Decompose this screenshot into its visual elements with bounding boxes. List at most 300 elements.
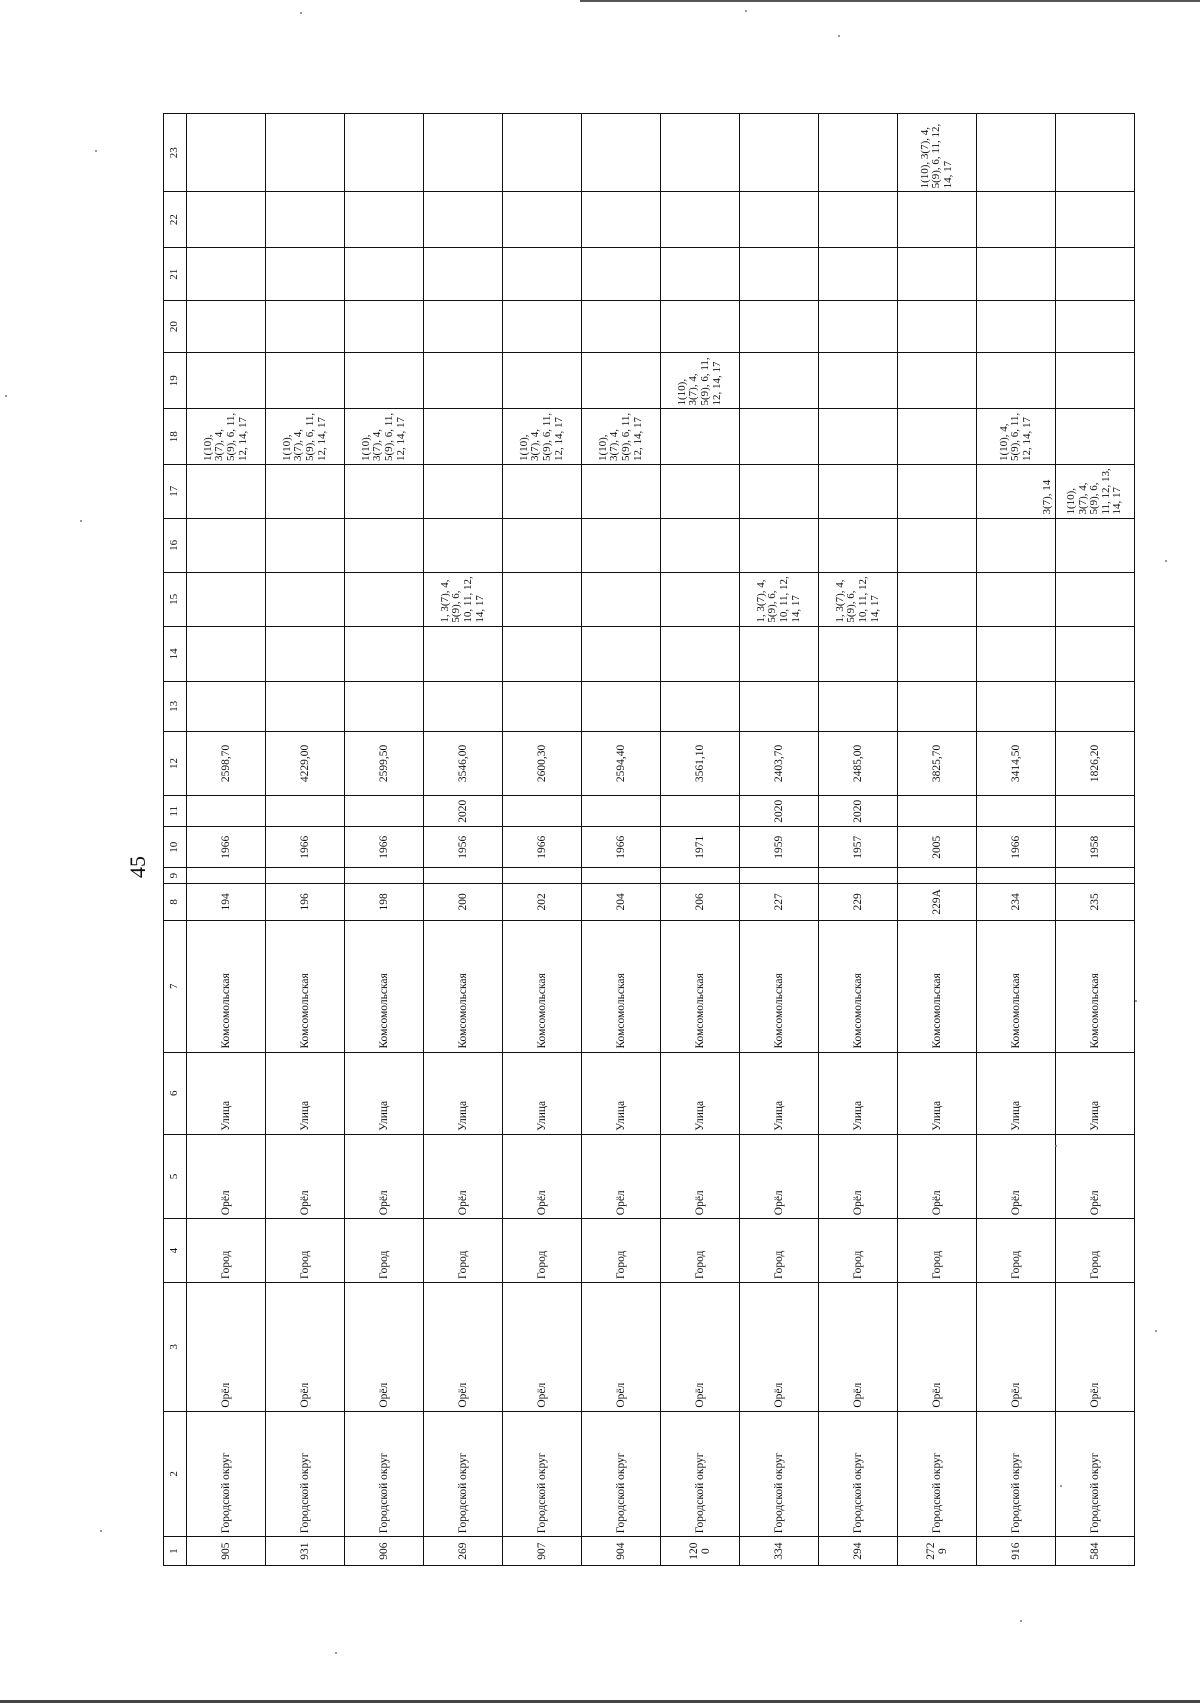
city-cell: Орёл bbox=[503, 1283, 582, 1412]
col23-notes-cell bbox=[266, 114, 345, 192]
settlement-name-cell: Орёл bbox=[187, 1134, 266, 1218]
column-header-2: 2 bbox=[164, 1411, 187, 1537]
street-type-cell: Улица bbox=[424, 1052, 503, 1134]
okrug-cell: Городской округ bbox=[345, 1411, 424, 1537]
column-header-20: 20 bbox=[164, 301, 187, 352]
street-name-cell: Комсомольская bbox=[424, 920, 503, 1052]
col21-notes-cell bbox=[424, 247, 503, 301]
col17-notes-cell bbox=[503, 465, 582, 519]
col13-cell bbox=[345, 682, 424, 731]
column-header-11: 11 bbox=[164, 796, 187, 827]
col17-notes-cell: 3(7), 14 bbox=[977, 465, 1056, 519]
area-cell: 3414,50 bbox=[977, 731, 1056, 796]
col14-cell bbox=[424, 626, 503, 682]
settlement-type-cell: Город bbox=[819, 1219, 898, 1283]
build-year-cell: 1956 bbox=[424, 827, 503, 868]
col20-notes-cell bbox=[898, 301, 977, 352]
col23-notes-cell bbox=[345, 114, 424, 192]
column-header-9: 9 bbox=[164, 868, 187, 883]
col20-notes-cell bbox=[977, 301, 1056, 352]
col16-notes-cell bbox=[424, 518, 503, 573]
col13-cell bbox=[819, 682, 898, 731]
build-year-cell: 1959 bbox=[740, 827, 819, 868]
street-name-cell: Комсомольская bbox=[187, 920, 266, 1052]
build-year-cell: 1966 bbox=[977, 827, 1056, 868]
col16-notes-cell bbox=[977, 518, 1056, 573]
col19-notes-cell bbox=[582, 352, 661, 409]
register-table-container bbox=[163, 113, 1124, 1566]
area-cell: 2598,70 bbox=[187, 731, 266, 796]
street-name-cell: Комсомольская bbox=[266, 920, 345, 1052]
table-row bbox=[266, 114, 345, 1566]
col19-notes-cell bbox=[1056, 352, 1135, 409]
col15-notes-cell bbox=[661, 573, 740, 627]
scan-speck bbox=[1165, 560, 1167, 562]
settlement-name-cell: Орёл bbox=[266, 1134, 345, 1218]
scan-speck bbox=[1135, 1000, 1137, 1002]
col19-notes-cell bbox=[819, 352, 898, 409]
area-cell: 3561,10 bbox=[661, 731, 740, 796]
col9-cell bbox=[582, 868, 661, 883]
scan-edge-line-top bbox=[580, 0, 1200, 2]
col14-cell bbox=[345, 626, 424, 682]
street-name-cell: Комсомольская bbox=[503, 920, 582, 1052]
col22-notes-cell bbox=[424, 192, 503, 248]
col17-notes-cell bbox=[898, 465, 977, 519]
city-cell: Орёл bbox=[1056, 1283, 1135, 1412]
street-type-cell: Улица bbox=[661, 1052, 740, 1134]
col22-notes-cell bbox=[1056, 192, 1135, 248]
col22-notes-cell bbox=[582, 192, 661, 248]
repair-year-cell bbox=[898, 796, 977, 827]
street-name-cell: Комсомольская bbox=[1056, 920, 1135, 1052]
record-number: 294 bbox=[819, 1537, 898, 1566]
col15-notes-cell bbox=[898, 573, 977, 627]
col21-notes-cell bbox=[977, 247, 1056, 301]
area-cell: 3825,70 bbox=[898, 731, 977, 796]
col15-notes-cell bbox=[187, 573, 266, 627]
record-number: 1200 bbox=[661, 1537, 740, 1566]
table-row bbox=[424, 114, 503, 1566]
col23-notes-cell: 1(10), 3(7), 4, 5(9), 6, 11, 12, 14, 17 bbox=[898, 114, 977, 192]
column-header-21: 21 bbox=[164, 247, 187, 301]
scan-speck bbox=[95, 150, 97, 152]
col17-notes-cell bbox=[661, 465, 740, 519]
okrug-cell: Городской округ bbox=[740, 1411, 819, 1537]
col17-notes-cell bbox=[424, 465, 503, 519]
column-header-18: 18 bbox=[164, 409, 187, 465]
col23-notes-cell bbox=[977, 114, 1056, 192]
house-number-cell: 194 bbox=[187, 883, 266, 920]
col13-cell bbox=[187, 682, 266, 731]
col23-notes-cell bbox=[740, 114, 819, 192]
repair-year-cell: 2020 bbox=[819, 796, 898, 827]
col20-notes-cell bbox=[424, 301, 503, 352]
house-number-cell: 206 bbox=[661, 883, 740, 920]
record-number: 584 bbox=[1056, 1537, 1135, 1566]
col18-notes-cell: 1(10), 3(7), 4, 5(9), 6, 11, 12, 14, 17 bbox=[345, 409, 424, 465]
col15-notes-cell bbox=[345, 573, 424, 627]
street-name-cell: Комсомольская bbox=[819, 920, 898, 1052]
col9-cell bbox=[898, 868, 977, 883]
okrug-cell: Городской округ bbox=[661, 1411, 740, 1537]
col17-notes-cell: 1(10), 3(7), 4, 5(9), 6, 11, 12, 13, 14, 17 bbox=[1056, 465, 1135, 519]
col20-notes-cell bbox=[1056, 301, 1135, 352]
scan-edge-line-bottom bbox=[0, 1700, 1200, 1703]
col14-cell bbox=[661, 626, 740, 682]
city-cell: Орёл bbox=[266, 1283, 345, 1412]
col16-notes-cell bbox=[345, 518, 424, 573]
scan-speck bbox=[838, 35, 840, 37]
col19-notes-cell: 1(10), 3(7), 4, 5(9), 6, 11, 12, 14, 17 bbox=[661, 352, 740, 409]
col21-notes-cell bbox=[898, 247, 977, 301]
table-row bbox=[503, 114, 582, 1566]
city-cell: Орёл bbox=[661, 1283, 740, 1412]
col15-notes-cell bbox=[503, 573, 582, 627]
column-header-5: 5 bbox=[164, 1134, 187, 1218]
col15-notes-cell bbox=[266, 573, 345, 627]
col14-cell bbox=[582, 626, 661, 682]
col19-notes-cell bbox=[740, 352, 819, 409]
street-type-cell: Улица bbox=[977, 1052, 1056, 1134]
repair-year-cell bbox=[503, 796, 582, 827]
col23-notes-cell bbox=[661, 114, 740, 192]
house-number-cell: 227 bbox=[740, 883, 819, 920]
street-type-cell: Улица bbox=[898, 1052, 977, 1134]
scan-speck bbox=[5, 395, 7, 397]
settlement-name-cell: Орёл bbox=[898, 1134, 977, 1218]
col22-notes-cell bbox=[977, 192, 1056, 248]
settlement-type-cell: Город bbox=[977, 1219, 1056, 1283]
col13-cell bbox=[582, 682, 661, 731]
col17-notes-cell bbox=[266, 465, 345, 519]
col22-notes-cell bbox=[266, 192, 345, 248]
col21-notes-cell bbox=[345, 247, 424, 301]
settlement-name-cell: Орёл bbox=[345, 1134, 424, 1218]
col13-cell bbox=[266, 682, 345, 731]
scan-speck bbox=[80, 520, 82, 522]
area-cell: 2403,70 bbox=[740, 731, 819, 796]
house-number-cell: 204 bbox=[582, 883, 661, 920]
settlement-type-cell: Город bbox=[187, 1219, 266, 1283]
house-number-cell: 234 bbox=[977, 883, 1056, 920]
city-cell: Орёл bbox=[187, 1283, 266, 1412]
col22-notes-cell bbox=[661, 192, 740, 248]
settlement-name-cell: Орёл bbox=[503, 1134, 582, 1218]
column-header-17: 17 bbox=[164, 465, 187, 519]
col16-notes-cell bbox=[266, 518, 345, 573]
col20-notes-cell bbox=[503, 301, 582, 352]
settlement-type-cell: Город bbox=[424, 1219, 503, 1283]
table-row bbox=[661, 114, 740, 1566]
col22-notes-cell bbox=[503, 192, 582, 248]
build-year-cell: 1966 bbox=[345, 827, 424, 868]
okrug-cell: Городской округ bbox=[187, 1411, 266, 1537]
settlement-type-cell: Город bbox=[345, 1219, 424, 1283]
column-header-7: 7 bbox=[164, 920, 187, 1052]
col20-notes-cell bbox=[266, 301, 345, 352]
col18-notes-cell bbox=[661, 409, 740, 465]
col17-notes-cell bbox=[819, 465, 898, 519]
street-name-cell: Комсомольская bbox=[898, 920, 977, 1052]
col14-cell bbox=[187, 626, 266, 682]
okrug-cell: Городской округ bbox=[424, 1411, 503, 1537]
col21-notes-cell bbox=[740, 247, 819, 301]
col22-notes-cell bbox=[819, 192, 898, 248]
table-row bbox=[819, 114, 898, 1566]
column-header-22: 22 bbox=[164, 192, 187, 248]
col19-notes-cell bbox=[503, 352, 582, 409]
col13-cell bbox=[898, 682, 977, 731]
city-cell: Орёл bbox=[345, 1283, 424, 1412]
build-year-cell: 1958 bbox=[1056, 827, 1135, 868]
table-row bbox=[740, 114, 819, 1566]
col9-cell bbox=[424, 868, 503, 883]
street-name-cell: Комсомольская bbox=[345, 920, 424, 1052]
area-cell: 2599,50 bbox=[345, 731, 424, 796]
record-number: 904 bbox=[582, 1537, 661, 1566]
col9-cell bbox=[345, 868, 424, 883]
area-cell: 2594,40 bbox=[582, 731, 661, 796]
street-name-cell: Комсомольская bbox=[977, 920, 1056, 1052]
street-type-cell: Улица bbox=[266, 1052, 345, 1134]
okrug-cell: Городской округ bbox=[819, 1411, 898, 1537]
col18-notes-cell: 1(10), 3(7), 4, 5(9), 6, 11, 12, 14, 17 bbox=[503, 409, 582, 465]
col16-notes-cell bbox=[582, 518, 661, 573]
okrug-cell: Городской округ bbox=[977, 1411, 1056, 1537]
col16-notes-cell bbox=[1056, 518, 1135, 573]
repair-year-cell bbox=[582, 796, 661, 827]
area-cell: 3546,00 bbox=[424, 731, 503, 796]
okrug-cell: Городской округ bbox=[582, 1411, 661, 1537]
area-cell: 2600,30 bbox=[503, 731, 582, 796]
record-number: 905 bbox=[187, 1537, 266, 1566]
col18-notes-cell: 1(10), 3(7), 4, 5(9), 6, 11, 12, 14, 17 bbox=[187, 409, 266, 465]
record-number: 906 bbox=[345, 1537, 424, 1566]
scan-speck bbox=[1020, 1620, 1022, 1622]
area-cell: 4229,00 bbox=[266, 731, 345, 796]
col16-notes-cell bbox=[819, 518, 898, 573]
scan-speck bbox=[1055, 1145, 1057, 1147]
house-number-cell: 202 bbox=[503, 883, 582, 920]
col18-notes-cell bbox=[898, 409, 977, 465]
record-number: 916 bbox=[977, 1537, 1056, 1566]
col16-notes-cell bbox=[187, 518, 266, 573]
col14-cell bbox=[898, 626, 977, 682]
repair-year-cell bbox=[977, 796, 1056, 827]
col18-notes-cell: 1(10), 4, 5(9), 6, 11, 12, 14, 17 bbox=[977, 409, 1056, 465]
col13-cell bbox=[1056, 682, 1135, 731]
house-number-cell: 200 bbox=[424, 883, 503, 920]
page-number: 45 bbox=[125, 856, 150, 878]
col9-cell bbox=[503, 868, 582, 883]
build-year-cell: 1966 bbox=[503, 827, 582, 868]
city-cell: Орёл bbox=[424, 1283, 503, 1412]
col20-notes-cell bbox=[661, 301, 740, 352]
col14-cell bbox=[977, 626, 1056, 682]
col19-notes-cell bbox=[187, 352, 266, 409]
table-row bbox=[187, 114, 266, 1566]
col14-cell bbox=[1056, 626, 1135, 682]
col21-notes-cell bbox=[819, 247, 898, 301]
col13-cell bbox=[661, 682, 740, 731]
column-header-14: 14 bbox=[164, 626, 187, 682]
col18-notes-cell bbox=[1056, 409, 1135, 465]
house-number-cell: 198 bbox=[345, 883, 424, 920]
street-name-cell: Комсомольская bbox=[661, 920, 740, 1052]
settlement-type-cell: Город bbox=[266, 1219, 345, 1283]
col19-notes-cell bbox=[345, 352, 424, 409]
house-number-cell: 229А bbox=[898, 883, 977, 920]
col17-notes-cell bbox=[582, 465, 661, 519]
record-number: 2729 bbox=[898, 1537, 977, 1566]
record-number: 907 bbox=[503, 1537, 582, 1566]
col14-cell bbox=[266, 626, 345, 682]
col13-cell bbox=[503, 682, 582, 731]
settlement-type-cell: Город bbox=[582, 1219, 661, 1283]
column-header-16: 16 bbox=[164, 518, 187, 573]
build-year-cell: 1957 bbox=[819, 827, 898, 868]
col15-notes-cell: 1, 3(7), 4, 5(9), 6, 10, 11, 12, 14, 17 bbox=[819, 573, 898, 627]
col21-notes-cell bbox=[582, 247, 661, 301]
col9-cell bbox=[819, 868, 898, 883]
col13-cell bbox=[740, 682, 819, 731]
register-table bbox=[163, 113, 1135, 1566]
settlement-name-cell: Орёл bbox=[819, 1134, 898, 1218]
col21-notes-cell bbox=[1056, 247, 1135, 301]
header-row bbox=[164, 114, 187, 1566]
table-row bbox=[977, 114, 1056, 1566]
repair-year-cell: 2020 bbox=[740, 796, 819, 827]
col23-notes-cell bbox=[819, 114, 898, 192]
col18-notes-cell: 1(10), 3(7), 4, 5(9), 6, 11, 12, 14, 17 bbox=[266, 409, 345, 465]
repair-year-cell: 2020 bbox=[424, 796, 503, 827]
col16-notes-cell bbox=[898, 518, 977, 573]
col13-cell bbox=[424, 682, 503, 731]
column-header-15: 15 bbox=[164, 573, 187, 627]
col16-notes-cell bbox=[503, 518, 582, 573]
street-type-cell: Улица bbox=[582, 1052, 661, 1134]
col22-notes-cell bbox=[898, 192, 977, 248]
column-header-12: 12 bbox=[164, 731, 187, 796]
col18-notes-cell bbox=[740, 409, 819, 465]
col16-notes-cell bbox=[661, 518, 740, 573]
column-header-13: 13 bbox=[164, 682, 187, 731]
scan-speck bbox=[1155, 1330, 1157, 1332]
col17-notes-cell bbox=[187, 465, 266, 519]
col9-cell bbox=[266, 868, 345, 883]
table-row bbox=[1056, 114, 1135, 1566]
col16-notes-cell bbox=[740, 518, 819, 573]
street-type-cell: Улица bbox=[819, 1052, 898, 1134]
record-number: 931 bbox=[266, 1537, 345, 1566]
col20-notes-cell bbox=[187, 301, 266, 352]
settlement-type-cell: Город bbox=[740, 1219, 819, 1283]
col20-notes-cell bbox=[582, 301, 661, 352]
city-cell: Орёл bbox=[977, 1283, 1056, 1412]
scan-speck bbox=[745, 10, 747, 12]
house-number-cell: 196 bbox=[266, 883, 345, 920]
scan-speck bbox=[1060, 1485, 1062, 1487]
settlement-name-cell: Орёл bbox=[740, 1134, 819, 1218]
scan-speck bbox=[100, 1530, 102, 1532]
build-year-cell: 1971 bbox=[661, 827, 740, 868]
build-year-cell: 1966 bbox=[582, 827, 661, 868]
col13-cell bbox=[977, 682, 1056, 731]
record-number: 334 bbox=[740, 1537, 819, 1566]
okrug-cell: Городской округ bbox=[898, 1411, 977, 1537]
col20-notes-cell bbox=[740, 301, 819, 352]
okrug-cell: Городской округ bbox=[1056, 1411, 1135, 1537]
repair-year-cell bbox=[1056, 796, 1135, 827]
table-row bbox=[345, 114, 424, 1566]
settlement-name-cell: Орёл bbox=[424, 1134, 503, 1218]
col23-notes-cell bbox=[1056, 114, 1135, 192]
build-year-cell: 1966 bbox=[187, 827, 266, 868]
col9-cell bbox=[661, 868, 740, 883]
area-cell: 2485,00 bbox=[819, 731, 898, 796]
col23-notes-cell bbox=[187, 114, 266, 192]
build-year-cell: 2005 bbox=[898, 827, 977, 868]
area-cell: 1826,20 bbox=[1056, 731, 1135, 796]
street-type-cell: Улица bbox=[740, 1052, 819, 1134]
col19-notes-cell bbox=[977, 352, 1056, 409]
col9-cell bbox=[977, 868, 1056, 883]
col17-notes-cell bbox=[345, 465, 424, 519]
settlement-type-cell: Город bbox=[1056, 1219, 1135, 1283]
col18-notes-cell bbox=[424, 409, 503, 465]
column-header-10: 10 bbox=[164, 827, 187, 868]
street-type-cell: Улица bbox=[187, 1052, 266, 1134]
col22-notes-cell bbox=[345, 192, 424, 248]
col23-notes-cell bbox=[582, 114, 661, 192]
street-name-cell: Комсомольская bbox=[740, 920, 819, 1052]
col20-notes-cell bbox=[819, 301, 898, 352]
col15-notes-cell bbox=[1056, 573, 1135, 627]
repair-year-cell bbox=[661, 796, 740, 827]
col15-notes-cell: 1, 3(7), 4, 5(9), 6, 10, 11, 12, 14, 17 bbox=[740, 573, 819, 627]
col9-cell bbox=[187, 868, 266, 883]
settlement-name-cell: Орёл bbox=[582, 1134, 661, 1218]
column-header-1: 1 bbox=[164, 1537, 187, 1566]
repair-year-cell bbox=[345, 796, 424, 827]
col23-notes-cell bbox=[503, 114, 582, 192]
col19-notes-cell bbox=[898, 352, 977, 409]
settlement-name-cell: Орёл bbox=[1056, 1134, 1135, 1218]
col15-notes-cell bbox=[977, 573, 1056, 627]
record-number: 269 bbox=[424, 1537, 503, 1566]
col21-notes-cell bbox=[266, 247, 345, 301]
city-cell: Орёл bbox=[819, 1283, 898, 1412]
settlement-name-cell: Орёл bbox=[661, 1134, 740, 1218]
col19-notes-cell bbox=[266, 352, 345, 409]
settlement-name-cell: Орёл bbox=[977, 1134, 1056, 1218]
column-header-3: 3 bbox=[164, 1283, 187, 1412]
col21-notes-cell bbox=[187, 247, 266, 301]
table-row bbox=[898, 114, 977, 1566]
col14-cell bbox=[503, 626, 582, 682]
col23-notes-cell bbox=[424, 114, 503, 192]
city-cell: Орёл bbox=[740, 1283, 819, 1412]
col14-cell bbox=[819, 626, 898, 682]
col14-cell bbox=[740, 626, 819, 682]
col15-notes-cell bbox=[582, 573, 661, 627]
street-name-cell: Комсомольская bbox=[582, 920, 661, 1052]
repair-year-cell bbox=[187, 796, 266, 827]
column-header-6: 6 bbox=[164, 1052, 187, 1134]
table-row bbox=[582, 114, 661, 1566]
col22-notes-cell bbox=[740, 192, 819, 248]
